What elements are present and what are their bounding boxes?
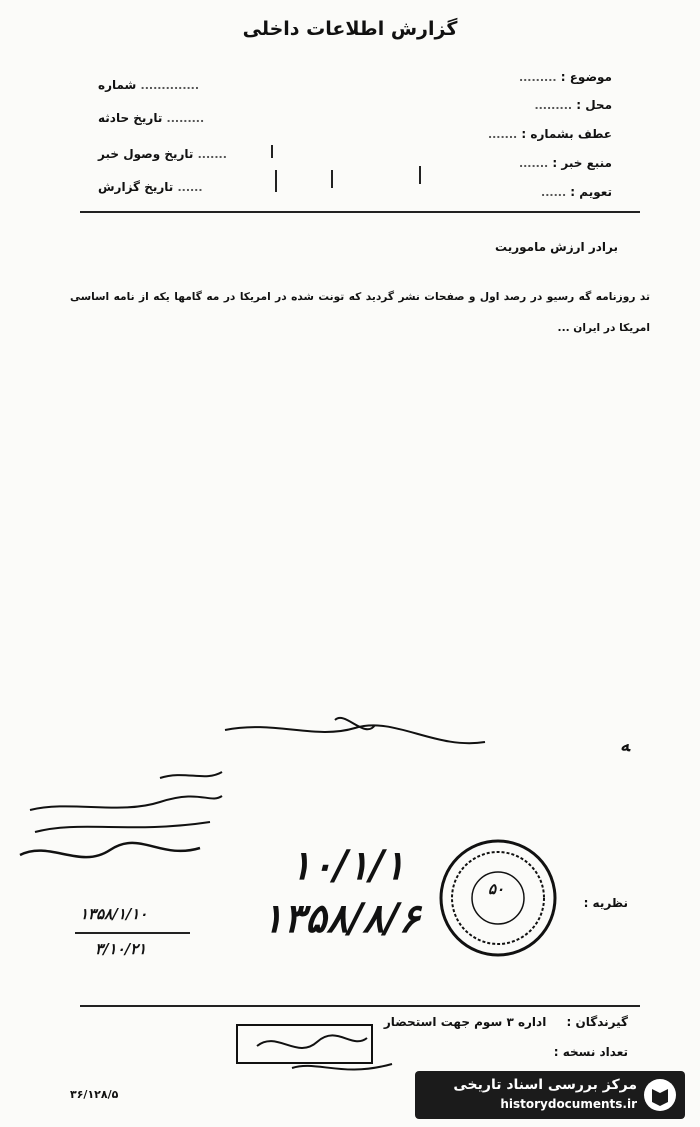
- handwritten-date-2: ۳/۱۰/۲۱: [95, 940, 147, 958]
- scan-artifacts: [240, 140, 430, 200]
- field-number-label: شماره: [98, 78, 137, 92]
- field-subject: موضوع : .........: [518, 70, 612, 84]
- copies-field: تعداد نسخه :: [553, 1045, 628, 1059]
- handwritten-date-1: ۱۳۵۸/۱/۱۰: [80, 905, 148, 923]
- large-handwritten-date-2: ۱۳۵۸/۸/۶: [262, 895, 421, 942]
- dots: ......: [541, 186, 567, 199]
- header-divider: [80, 211, 640, 213]
- field-source-label: منبع خبر: [561, 156, 612, 170]
- dots: .........: [166, 112, 205, 125]
- dots: .......: [197, 148, 227, 161]
- field-event-date: [98, 111, 204, 125]
- field-evaluation: تعویم : ......: [541, 185, 612, 199]
- stamp-number: ۵۰: [488, 880, 505, 898]
- dots: ......: [177, 181, 203, 194]
- opinion-field: نظریه :: [583, 896, 628, 910]
- field-evaluation-label: تعویم: [579, 185, 612, 199]
- handwritten-scribble: [215, 700, 495, 760]
- round-stamp: [436, 836, 561, 961]
- footer-divider: [80, 1005, 640, 1007]
- field-reference-no-label: عطف بشماره: [530, 127, 612, 141]
- field-source: منبع خبر : .......: [518, 156, 612, 170]
- large-handwritten-date-1: ۱۰/۱/۱: [290, 842, 406, 889]
- watermark-line-1: مرکز بررسی اسناد تاریخی: [453, 1077, 637, 1093]
- watermark-logo: [415, 1071, 685, 1119]
- dots: .........: [518, 71, 557, 84]
- report-body: تد روزنامه گه رسیو در رصد اول و صفحات نشر گردید که تونت شده در امریکا در مه گامها یکه از نامه اساسی امریکا در ایران ...: [70, 291, 650, 334]
- field-subject-label: موضوع: [569, 70, 612, 84]
- recipients-value: اداره ۳ سوم جهت استحضار: [383, 1015, 547, 1029]
- recipients-label: گیرندگان: [575, 1015, 628, 1029]
- dots: .......: [518, 157, 549, 170]
- field-place: محل : .........: [534, 98, 612, 112]
- field-event-date-label: تاریخ حادثه: [98, 111, 163, 125]
- field-number: [98, 78, 199, 92]
- field-report-date-label: تاریخ گزارش: [98, 180, 174, 194]
- dots: ..............: [140, 79, 200, 92]
- handwritten-mark: ﻪ: [620, 735, 630, 756]
- document-number: ۳۶/۱۲۸/۵: [70, 1088, 119, 1101]
- field-news-received-date: [98, 147, 227, 161]
- dots: .......: [487, 128, 518, 141]
- field-news-received-date-label: تاریخ وصول خبر: [98, 147, 194, 161]
- date-underline: [75, 932, 190, 934]
- handwritten-note: [10, 760, 230, 875]
- book-icon: [643, 1078, 677, 1112]
- page-title: گزارش اطلاعات داخلی: [242, 18, 458, 40]
- addressee: برادر ارزش ماموریت: [495, 240, 618, 254]
- watermark-line-2: historydocuments.ir: [500, 1097, 637, 1111]
- dots: .........: [534, 99, 573, 112]
- field-report-date: [98, 180, 203, 194]
- handwritten-name-box: [232, 1020, 402, 1080]
- field-reference-no: عطف بشماره : .......: [487, 127, 612, 141]
- recipients-field: گیرندگان : اداره ۳ سوم جهت استحضار: [383, 1015, 628, 1029]
- field-place-label: محل: [585, 98, 612, 112]
- copies-label: تعداد نسخه: [562, 1045, 628, 1059]
- opinion-label: نظریه: [592, 896, 628, 910]
